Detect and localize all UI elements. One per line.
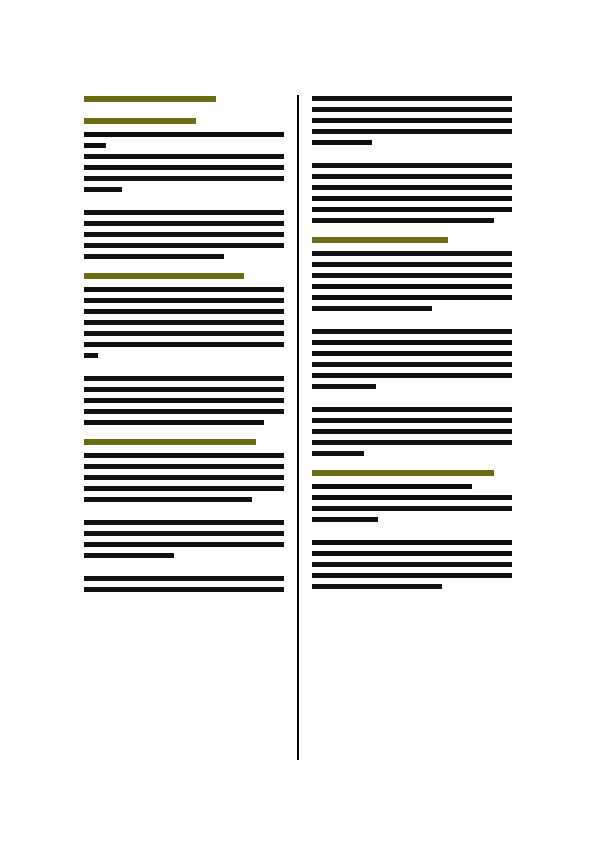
text-line (312, 351, 512, 356)
text-line (312, 418, 512, 423)
text-line (312, 573, 512, 578)
text-line (312, 540, 512, 545)
text-line (312, 273, 512, 278)
text-line (84, 243, 284, 248)
text-line (312, 451, 512, 456)
text-line (312, 506, 512, 511)
section-heading (312, 237, 512, 243)
text-line (312, 140, 512, 145)
text-line (312, 196, 512, 201)
text-line (312, 295, 512, 300)
text-line (312, 440, 512, 445)
text-line (84, 398, 284, 403)
text-line (84, 553, 284, 558)
text-line (312, 163, 512, 168)
title-heading (84, 96, 284, 102)
text-line (312, 429, 512, 434)
text-line (84, 176, 284, 181)
text-line (84, 187, 284, 192)
text-line (84, 542, 284, 547)
text-line (312, 340, 512, 345)
text-line (312, 107, 512, 112)
text-line (84, 576, 284, 581)
left-column (84, 96, 284, 598)
section-heading (312, 470, 512, 476)
text-line (84, 132, 284, 137)
text-line (84, 154, 284, 159)
text-line (84, 486, 284, 491)
text-line (312, 218, 512, 223)
text-line (84, 409, 284, 414)
text-line (84, 342, 284, 347)
text-line (312, 362, 512, 367)
text-line (312, 306, 512, 311)
text-line (312, 185, 512, 190)
text-line (84, 497, 284, 502)
text-line (84, 464, 284, 469)
text-line (312, 551, 512, 556)
text-line (84, 376, 284, 381)
text-line (84, 143, 284, 148)
text-line (312, 407, 512, 412)
text-line (84, 254, 284, 259)
text-line (84, 587, 284, 592)
text-line (312, 262, 512, 267)
text-line (84, 309, 284, 314)
text-line (84, 531, 284, 536)
section-heading (84, 439, 284, 445)
text-line (312, 207, 512, 212)
text-line (84, 520, 284, 525)
text-line (312, 495, 512, 500)
text-line (312, 329, 512, 334)
section-heading (84, 273, 284, 279)
text-line (84, 210, 284, 215)
text-line (84, 453, 284, 458)
text-line (312, 562, 512, 567)
text-line (312, 484, 512, 489)
text-line (312, 384, 512, 389)
text-line (312, 129, 512, 134)
right-column (312, 96, 512, 595)
text-line (84, 232, 284, 237)
text-line (312, 96, 512, 101)
text-line (84, 221, 284, 226)
text-line (312, 373, 512, 378)
column-divider (297, 95, 299, 760)
text-line (84, 287, 284, 292)
text-line (312, 118, 512, 123)
text-line (312, 174, 512, 179)
text-line (312, 584, 512, 589)
text-line (84, 331, 284, 336)
text-line (84, 320, 284, 325)
text-line (84, 420, 284, 425)
text-line (84, 475, 284, 480)
text-line (312, 251, 512, 256)
section-heading (84, 118, 284, 124)
text-line (84, 387, 284, 392)
text-line (84, 165, 284, 170)
text-line (84, 353, 284, 358)
text-line (84, 298, 284, 303)
text-line (312, 517, 512, 522)
text-line (312, 284, 512, 289)
